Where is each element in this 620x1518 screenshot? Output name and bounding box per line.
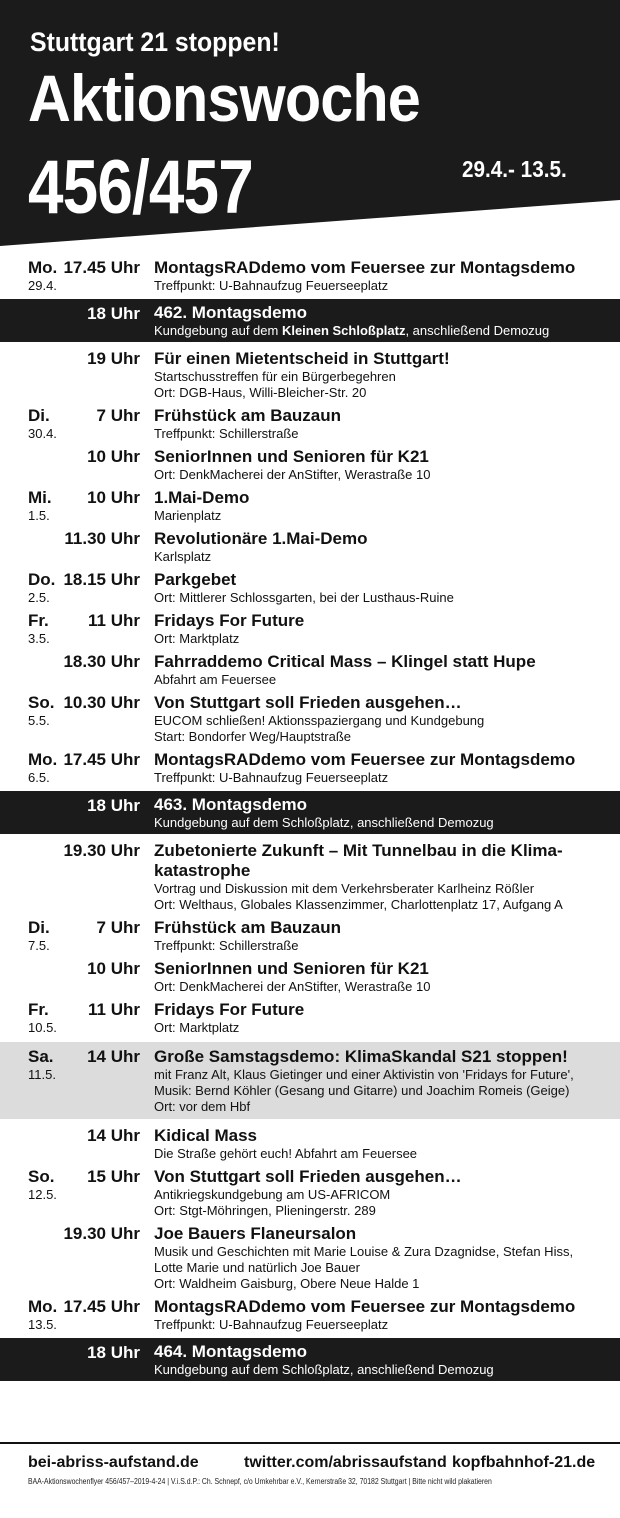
- event-title: Kidical Mass: [154, 1126, 257, 1145]
- event-title: Für einen Mietentscheid in Stuttgart!: [154, 349, 450, 368]
- event-day-name: Sa.: [28, 1047, 54, 1066]
- event-date: 12.5.: [28, 1187, 57, 1202]
- event-time: 7 Uhr: [96, 406, 140, 425]
- event-title: Frühstück am Bauzaun: [154, 918, 342, 937]
- event-details: [154, 918, 606, 954]
- event-description: Ort: Waldheim Gaisburg, Obere Neue Halde 1: [154, 1276, 420, 1291]
- event-description: Treffpunkt: Schillerstraße: [154, 938, 299, 953]
- footer-rule: [0, 1442, 620, 1444]
- event-row: [0, 485, 620, 526]
- event-title: 463. Montagsdemo: [154, 795, 308, 814]
- event-description-part: , anschließend Demozug: [405, 323, 550, 338]
- header-banner: [0, 0, 620, 250]
- event-description: Startschusstreffen für ein Bürgerbegehren: [154, 369, 396, 384]
- event-row: [0, 838, 620, 915]
- event-details: [154, 303, 606, 339]
- event-description: Ort: DenkMacherei der AnStifter, Werastraße 10: [154, 979, 431, 994]
- event-description: Ort: vor dem Hbf: [154, 1099, 251, 1114]
- event-date: 5.5.: [28, 713, 50, 728]
- event-row: [0, 1338, 620, 1381]
- event-day-name: Di.: [28, 918, 50, 937]
- event-title: Revolutionäre 1.Mai-Demo: [154, 529, 368, 548]
- footer: [0, 1442, 620, 1518]
- event-time: 17.45 Uhr: [63, 258, 140, 277]
- event-row: [0, 747, 620, 788]
- event-date: 2.5.: [28, 590, 50, 605]
- footer-link-website[interactable]: bei-abriss-aufstand.de: [28, 1454, 199, 1471]
- event-date: 13.5.: [28, 1317, 57, 1332]
- event-title: SeniorInnen und Senioren für K21: [154, 959, 429, 978]
- event-row: [0, 444, 620, 485]
- event-row: [0, 956, 620, 997]
- event-title: Von Stuttgart soll Frieden ausgehen…: [154, 1167, 462, 1186]
- event-time: 19.30 Uhr: [63, 1224, 140, 1243]
- event-row: [0, 791, 620, 834]
- event-details: [154, 1047, 606, 1115]
- event-details: [154, 1167, 606, 1219]
- event-title: Zubetonierte Zukunft – Mit Tunnelbau in die Klima-katastrophe: [154, 841, 563, 880]
- event-row: [0, 608, 620, 649]
- event-description: Kundgebung auf dem Schloßplatz, anschließend Demozug: [154, 815, 494, 830]
- event-description: Start: Bondorfer Weg/Hauptstraße: [154, 729, 352, 744]
- header-kicker: Stuttgart 21 stoppen!: [30, 27, 280, 57]
- event-row: [0, 403, 620, 444]
- event-row: [0, 690, 620, 747]
- header-dates: 29.4.- 13.5.: [462, 156, 567, 182]
- event-details: [154, 406, 606, 442]
- event-day-name: Di.: [28, 406, 50, 425]
- event-details: [154, 959, 606, 995]
- event-details: [154, 841, 606, 913]
- event-details: [154, 1000, 606, 1036]
- event-time: 18.30 Uhr: [63, 652, 140, 671]
- footer-credit: BAA-Aktionswochenflyer 456/457–2019-4-24 | V.i.S.d.P.: Ch. Schnepf, c/o Umkehrbar e.V., Kernerstraße 32, 70182 Stuttgart | Bitte nicht wild plakatieren: [28, 1477, 492, 1486]
- event-description: Ort: Marktplatz: [154, 631, 240, 646]
- event-title: Fridays For Future: [154, 611, 305, 630]
- event-row: [0, 649, 620, 690]
- header-number: 456/457: [28, 145, 253, 230]
- event-time: 18 Uhr: [87, 304, 140, 323]
- event-details: [154, 1224, 606, 1292]
- event-row: [0, 567, 620, 608]
- event-description: Karlsplatz: [154, 549, 212, 564]
- event-details: [154, 570, 606, 606]
- event-description: Kundgebung auf dem Schloßplatz, anschließend Demozug: [154, 1362, 494, 1377]
- event-title: MontagsRADdemo vom Feuersee zur Montagsdemo: [154, 258, 576, 277]
- event-title: 1.Mai-Demo: [154, 488, 250, 507]
- event-date: 6.5.: [28, 770, 50, 785]
- event-schedule: [0, 255, 620, 1385]
- event-date: 7.5.: [28, 938, 50, 953]
- event-row: [0, 1221, 620, 1294]
- event-details: [154, 1342, 606, 1378]
- event-description-part: Kundgebung auf dem: [154, 323, 282, 338]
- event-description: Lotte Marie und natürlich Joe Bauer: [154, 1260, 360, 1275]
- event-row: [0, 346, 620, 403]
- event-day-name: Mo.: [28, 750, 58, 769]
- event-day-name: Fr.: [28, 611, 49, 630]
- event-day-name: Mi.: [28, 488, 52, 507]
- event-time: 10 Uhr: [87, 488, 140, 507]
- event-details: [154, 1297, 606, 1333]
- event-description: Ort: Welthaus, Globales Klassenzimmer, Charlottenplatz 17, Aufgang A: [154, 897, 563, 912]
- event-details: [154, 349, 606, 401]
- event-description: Ort: Stgt-Möhringen, Plieningerstr. 289: [154, 1203, 376, 1218]
- event-title: Parkgebet: [154, 570, 237, 589]
- event-date: 1.5.: [28, 508, 50, 523]
- event-details: [154, 652, 606, 688]
- event-row: [0, 997, 620, 1038]
- event-details: [154, 693, 606, 745]
- event-description: Ort: Marktplatz: [154, 1020, 240, 1035]
- event-row: [0, 1164, 620, 1221]
- event-day-name: Fr.: [28, 1000, 49, 1019]
- footer-link-kopfbahnhof[interactable]: kopfbahnhof-21.de: [452, 1454, 596, 1471]
- event-description: Die Straße gehört euch! Abfahrt am Feuersee: [154, 1146, 418, 1161]
- event-description: Ort: DGB-Haus, Willi-Bleicher-Str. 20: [154, 385, 367, 400]
- event-time: 15 Uhr: [87, 1167, 140, 1186]
- event-time: 10 Uhr: [87, 959, 140, 978]
- event-row: [0, 526, 620, 567]
- event-description: Abfahrt am Feuersee: [154, 672, 277, 687]
- event-details: [154, 488, 606, 524]
- event-title: Fridays For Future: [154, 1000, 305, 1019]
- event-details: [154, 795, 606, 831]
- event-description: Ort: DenkMacherei der AnStifter, Werastraße 10: [154, 467, 431, 482]
- event-title: MontagsRADdemo vom Feuersee zur Montagsdemo: [154, 1297, 576, 1316]
- event-details: [154, 750, 606, 786]
- event-title: Fahrraddemo Critical Mass – Klingel statt Hupe: [154, 652, 536, 671]
- event-day-name: Do.: [28, 570, 56, 589]
- event-day-name: So.: [28, 693, 55, 712]
- event-description: Musik und Geschichten mit Marie Louise & Zura Dzagnidse, Stefan Hiss,: [154, 1244, 574, 1259]
- event-title: 464. Montagsdemo: [154, 1342, 308, 1361]
- event-row: [0, 1294, 620, 1335]
- event-time: 11.30 Uhr: [64, 529, 140, 548]
- event-description: Marienplatz: [154, 508, 222, 523]
- event-details: [154, 1126, 606, 1162]
- event-row: [0, 915, 620, 956]
- footer-link-twitter[interactable]: twitter.com/abrissaufstand: [244, 1454, 447, 1471]
- event-time: 10.30 Uhr: [63, 693, 140, 712]
- event-day-name: Mo.: [28, 1297, 58, 1316]
- event-title: 462. Montagsdemo: [154, 303, 308, 322]
- event-date: 11.5.: [28, 1067, 56, 1082]
- event-time: 14 Uhr: [87, 1047, 140, 1066]
- event-description: Antikriegskundgebung am US-AFRICOM: [154, 1187, 391, 1202]
- event-row: [0, 1042, 620, 1119]
- event-details: [154, 611, 606, 647]
- event-day-name: Mo.: [28, 258, 58, 277]
- event-time: 17.45 Uhr: [63, 1297, 140, 1316]
- event-time: 17.45 Uhr: [63, 750, 140, 769]
- event-row: [0, 1123, 620, 1164]
- event-description: mit Franz Alt, Klaus Gietinger und einer Aktivistin von 'Fridays for Future',: [154, 1067, 574, 1082]
- event-title: Von Stuttgart soll Frieden ausgehen…: [154, 693, 462, 712]
- event-time: 11 Uhr: [88, 611, 140, 630]
- event-date: 29.4.: [28, 278, 57, 293]
- event-location-highlight: Kleinen Schloßplatz: [281, 323, 406, 338]
- event-time: 7 Uhr: [96, 918, 140, 937]
- event-time: 18.15 Uhr: [63, 570, 140, 589]
- event-description: Treffpunkt: U-Bahnaufzug Feuerseeplatz: [154, 278, 389, 293]
- event-time: 19 Uhr: [87, 349, 140, 368]
- event-details: [154, 447, 606, 483]
- event-time: 18 Uhr: [87, 796, 140, 815]
- event-time: 18 Uhr: [87, 1343, 140, 1362]
- event-description: Treffpunkt: U-Bahnaufzug Feuerseeplatz: [154, 1317, 389, 1332]
- event-title: SeniorInnen und Senioren für K21: [154, 447, 429, 466]
- header-title: Aktionswoche: [28, 61, 420, 135]
- event-title: Große Samstagsdemo: KlimaSkandal S21 stoppen!: [154, 1047, 568, 1066]
- event-title: Frühstück am Bauzaun: [154, 406, 342, 425]
- event-row: [0, 255, 620, 296]
- event-date: 3.5.: [28, 631, 50, 646]
- event-day-name: So.: [28, 1167, 55, 1186]
- event-time: 10 Uhr: [87, 447, 140, 466]
- event-description: Ort: Mittlerer Schlossgarten, bei der Lusthaus-Ruine: [154, 590, 454, 605]
- event-date: 30.4.: [28, 426, 57, 441]
- event-description: [154, 323, 606, 339]
- event-description: EUCOM schließen! Aktionsspaziergang und Kundgebung: [154, 713, 485, 728]
- event-title: MontagsRADdemo vom Feuersee zur Montagsdemo: [154, 750, 576, 769]
- event-row: [0, 299, 620, 342]
- event-details: [154, 258, 606, 294]
- event-description: Musik: Bernd Köhler (Gesang und Gitarre) und Joachim Romeis (Geige): [154, 1083, 570, 1098]
- event-time: 11 Uhr: [88, 1000, 140, 1019]
- event-title: Joe Bauers Flaneursalon: [154, 1224, 357, 1243]
- event-description: Treffpunkt: Schillerstraße: [154, 426, 299, 441]
- event-description: Vortrag und Diskussion mit dem Verkehrsberater Karlheinz Rößler: [154, 881, 535, 896]
- event-date: 10.5.: [28, 1020, 57, 1035]
- event-time: 19.30 Uhr: [63, 841, 140, 860]
- event-time: 14 Uhr: [87, 1126, 140, 1145]
- event-description: Treffpunkt: U-Bahnaufzug Feuerseeplatz: [154, 770, 389, 785]
- event-details: [154, 529, 606, 565]
